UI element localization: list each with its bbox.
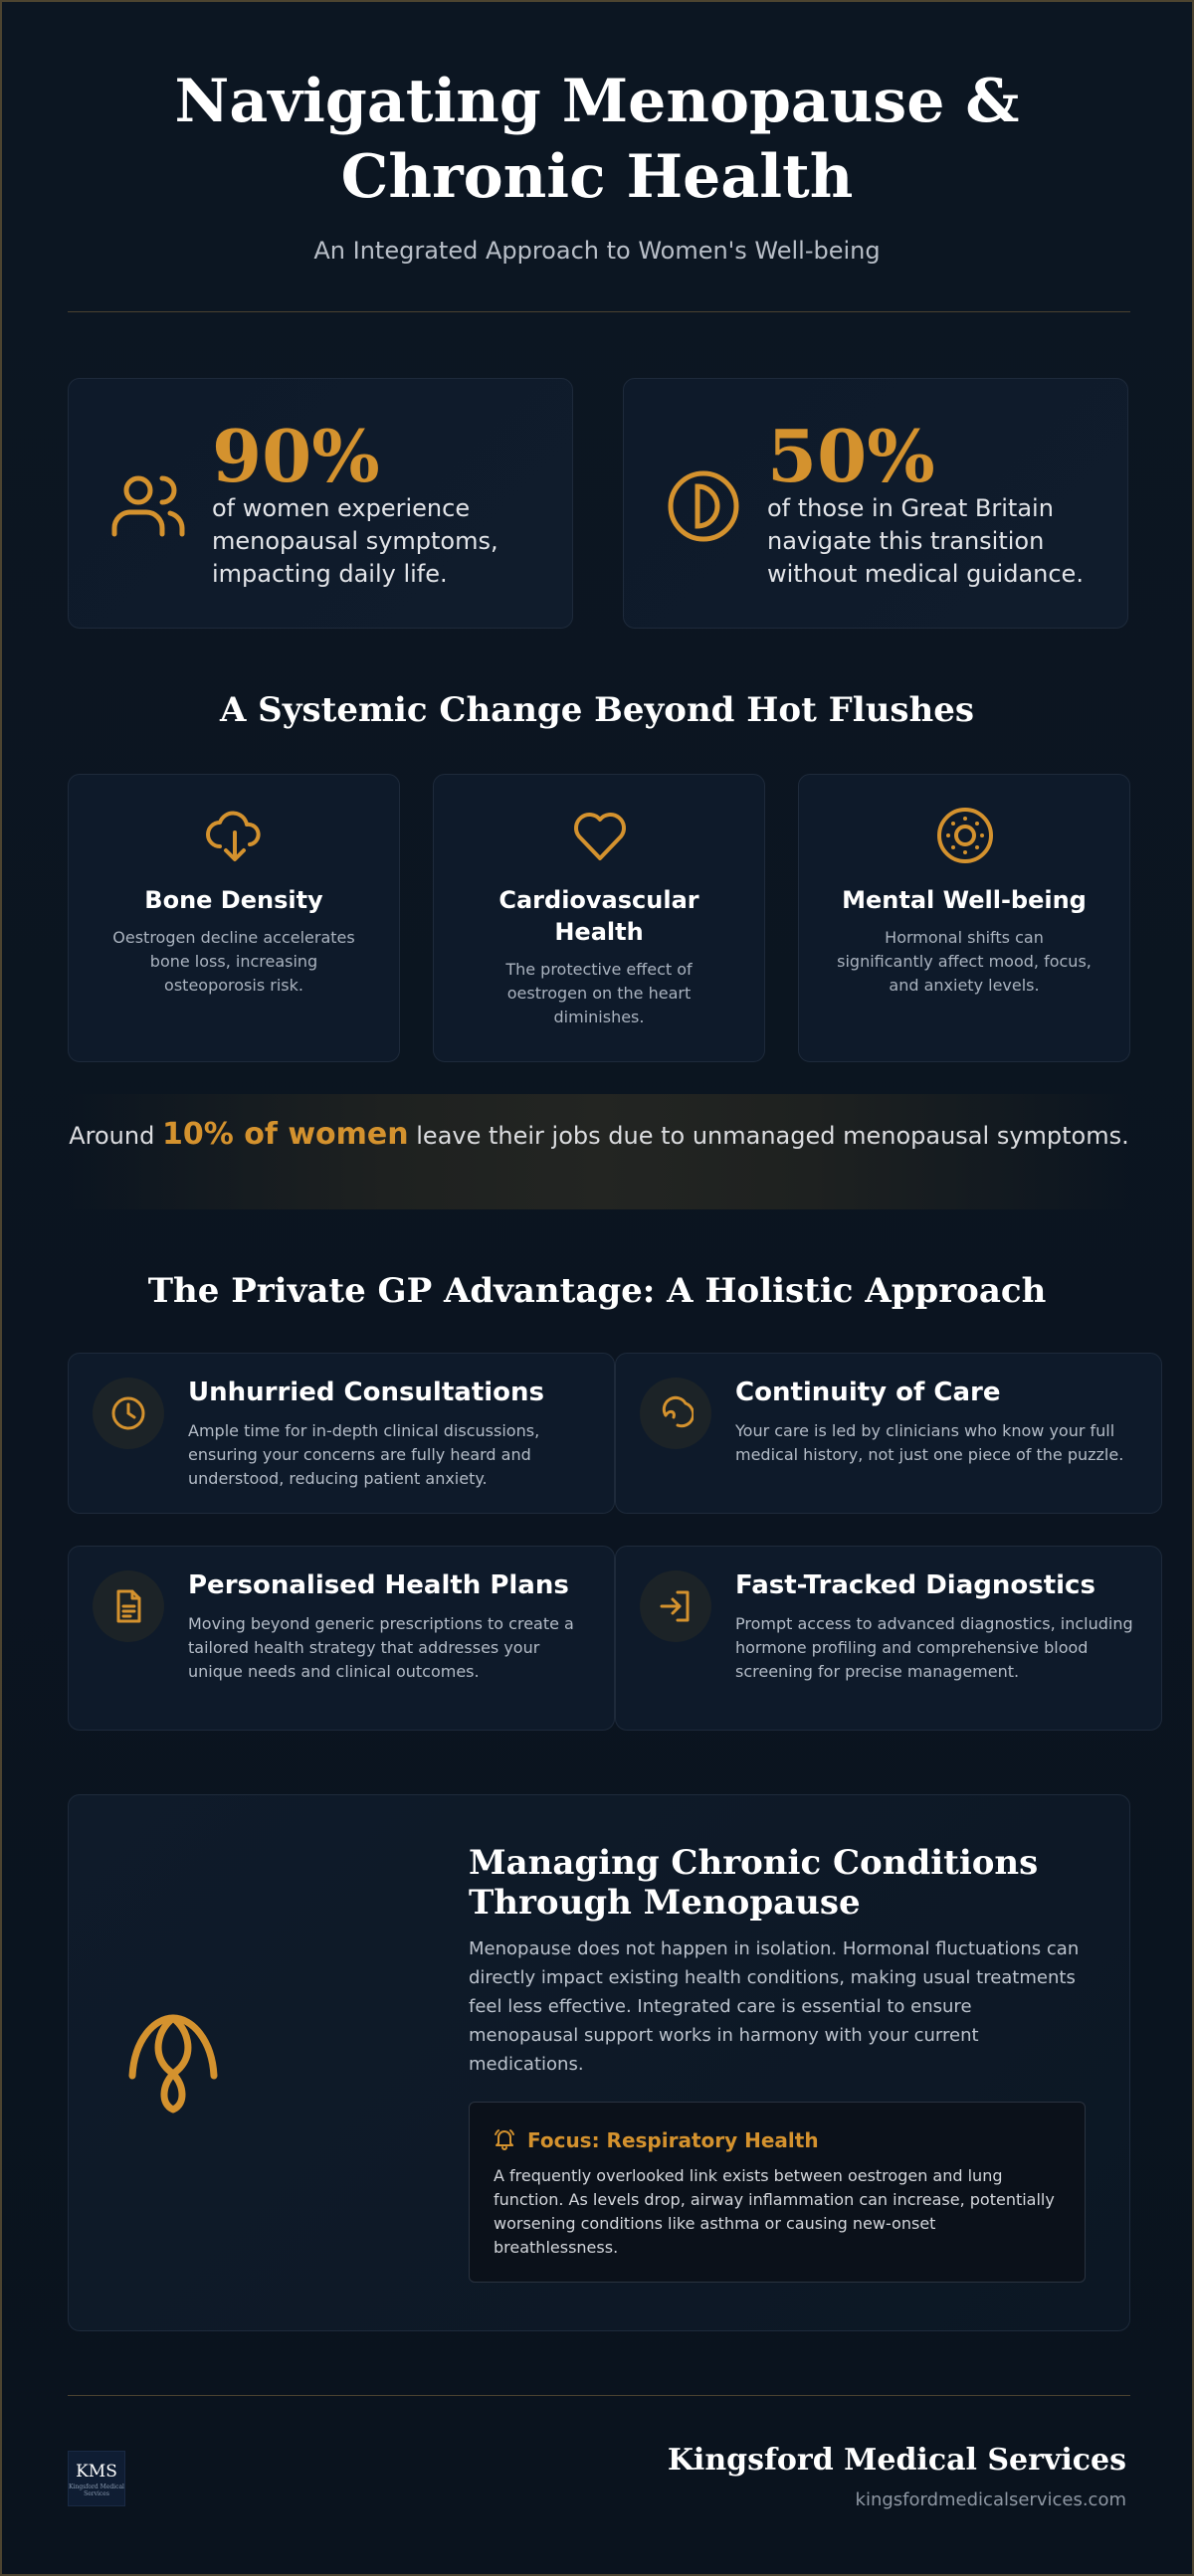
section-title-systemic: A Systemic Change Beyond Hot Flushes (219, 690, 975, 730)
advantage-icon-badge (640, 1570, 711, 1642)
advantage-card-continuity (615, 1353, 1162, 1514)
focus-text: A frequently overlooked link exists between oestrogen and lung function. As levels drop, airway inflammation can increase, potentially worsening conditions like asthma or causing new-onset breathlessness. (494, 2166, 1055, 2257)
stat-value: 50% (767, 414, 935, 498)
advantage-card-title: Continuity of Care (735, 1378, 1001, 1407)
advantage-card-consultations (68, 1353, 615, 1514)
banner-prefix: Around (69, 1122, 162, 1150)
stat-description: of women experience menopausal symptoms, impacting daily life. (212, 494, 498, 588)
systemic-card-title: Bone Density (144, 886, 323, 914)
clock-icon (110, 1395, 146, 1431)
advantage-card-title: Unhurried Consultations (188, 1378, 545, 1407)
systemic-card-text: The protective effect of oestrogen on the heart diminishes. (505, 960, 693, 1026)
systemic-card-title: Mental Well-being (842, 886, 1087, 914)
footer-brand (668, 2443, 1126, 2510)
stat-value: 90% (212, 414, 380, 498)
focus-title: Focus: Respiratory Health (527, 2128, 819, 2152)
heart-icon (571, 807, 629, 864)
footer-divider (68, 2395, 1130, 2396)
stat-card-50 (623, 378, 1128, 629)
chronic-title: Managing Chronic Conditions Through Menopause (469, 1843, 1039, 1923)
statistic-banner (68, 1094, 1130, 1209)
stat-card-90 (68, 378, 573, 629)
banner-suffix: leave their jobs due to unmanaged menopausal symptoms. (408, 1122, 1129, 1150)
systemic-card-text: Hormonal shifts can significantly affect mood, focus, and anxiety levels. (837, 928, 1092, 995)
section-title-advantage: The Private GP Advantage: A Holistic Approach (147, 1271, 1047, 1311)
systemic-card-title: Cardiovascular Health (498, 886, 699, 946)
advantage-card-text: Prompt access to advanced diagnostics, including hormone profiling and comprehensive blood screening for precise management. (735, 1614, 1133, 1681)
page-subtitle: An Integrated Approach to Women's Well-being (313, 237, 881, 265)
systemic-card-text: Oestrogen decline accelerates bone loss, increasing osteoporosis risk. (112, 928, 355, 995)
advantage-icon-badge (93, 1570, 164, 1642)
advantage-card-diagnostics (615, 1546, 1162, 1731)
document-icon (110, 1588, 146, 1624)
advantage-icon-badge (640, 1378, 711, 1449)
banner-highlight: 10% of women (161, 1117, 409, 1152)
advantage-card-title: Personalised Health Plans (188, 1570, 569, 1600)
advantage-card-title: Fast-Tracked Diagnostics (735, 1570, 1095, 1600)
systemic-card-bone (68, 774, 400, 1062)
advantage-card-text: Your care is led by clinicians who know your full medical history, not just one piece of the puzzle. (735, 1421, 1124, 1464)
kms-logo (68, 2451, 125, 2506)
lungs-icon (126, 2010, 220, 2149)
users-icon (110, 468, 186, 544)
brand-name: Kingsford Medical Services (667, 2443, 1126, 2478)
advantage-icon-badge (93, 1378, 164, 1449)
brand-url[interactable]: kingsfordmedicalservices.com (855, 2489, 1126, 2510)
focus-respiratory-box (469, 2102, 1086, 2283)
systemic-card-cardio (433, 774, 765, 1062)
half-circle-icon (666, 468, 741, 544)
page-title: Navigating Menopause & Chronic Health (174, 67, 1020, 212)
care-swirl-icon (658, 1395, 694, 1431)
bell-icon (494, 2128, 515, 2150)
advantage-card-plans (68, 1546, 615, 1731)
mind-circle-icon (936, 807, 994, 864)
advantage-card-text: Moving beyond generic prescriptions to create a tailored health strategy that addresses your unique needs and clinical outcomes. (188, 1614, 574, 1681)
sign-in-arrow-icon (658, 1588, 694, 1624)
logo-text: KMS (76, 2462, 117, 2482)
chronic-conditions-panel (68, 1794, 1130, 2331)
header-divider (68, 311, 1130, 312)
header (2, 64, 1192, 265)
cloud-download-icon (206, 807, 264, 864)
logo-caption: Kingsford Medical Services (69, 2484, 124, 2497)
chronic-description: Menopause does not happen in isolation. Hormonal fluctuations can directly impact existing health conditions, making usual treatments feel less effective. Integrated care is essential to ensure menopausal support works in harmony with your current medications. (469, 1938, 1080, 2075)
advantage-card-text: Ample time for in-depth clinical discussions, ensuring your concerns are fully heard and understood, reducing patient anxiety. (188, 1421, 540, 1488)
systemic-card-mental (798, 774, 1130, 1062)
stat-description: of those in Great Britain navigate this transition without medical guidance. (767, 494, 1084, 588)
